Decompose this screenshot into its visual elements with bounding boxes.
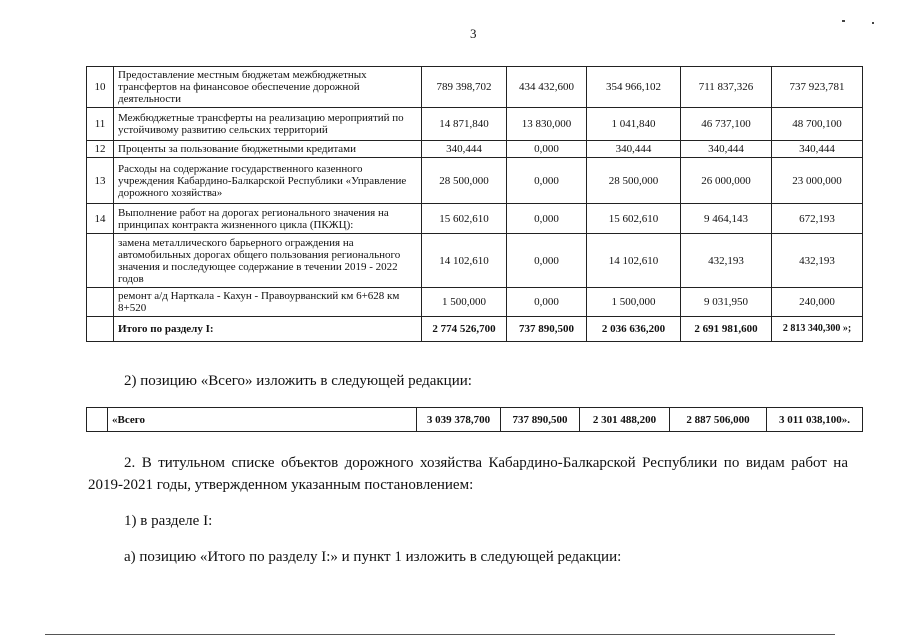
row-index [87,408,108,432]
row-value: 15 602,610 [587,204,681,234]
row-value: 434 432,600 [507,67,587,108]
table-row [87,234,863,288]
paragraph-subitem-a: а) позицию «Итого по разделу I:» и пункт 1 изложить в следующей редакции: [124,549,622,565]
row-value: 240,000 [772,288,863,317]
grand-total-value: 2 301 488,200 [580,408,670,432]
row-value: 1 500,000 [422,288,507,317]
row-index: 13 [87,158,114,204]
row-value: 9 031,950 [681,288,772,317]
row-value: 26 000,000 [681,158,772,204]
page-number: 3 [470,26,477,41]
row-value: 13 830,000 [507,108,587,141]
row-value: 737 923,781 [772,67,863,108]
row-index: 10 [87,67,114,108]
row-value: 0,000 [507,141,587,158]
row-description: Межбюджетные трансферты на реализацию мероприятий по устойчивому развитию сельских территорий [114,108,422,141]
row-value: 28 500,000 [587,158,681,204]
table-row [87,204,863,234]
row-description: Выполнение работ на дорогах регионального значения на принципах контракта жизненного цикла (ПКЖЦ): [114,204,422,234]
grand-total-value: 737 890,500 [501,408,580,432]
total-value: 2 036 636,200 [587,317,681,342]
row-value: 14 871,840 [422,108,507,141]
grand-total-value: 3 039 378,700 [417,408,501,432]
row-index: 11 [87,108,114,141]
row-value: 672,193 [772,204,863,234]
row-value: 46 737,100 [681,108,772,141]
row-value: 0,000 [507,234,587,288]
scan-speck [872,22,874,24]
paragraph-title-list: 2. В титульном списке объектов дорожного хозяйства Кабардино-Балкарской Республики по видам работ на 2019-2021 годы, утвержденном указанным постановлением: [88,455,848,493]
row-description: Расходы на содержание государственного казенного учреждения Кабардино-Балкарской Республики «Управление дорожного хозяйства» [114,158,422,204]
row-description: Проценты за пользование бюджетными кредитами [114,141,422,158]
budget-table [86,66,863,342]
table-row [87,108,863,141]
total-label: Итого по разделу I: [114,317,422,342]
row-value: 432,193 [681,234,772,288]
table-row [87,67,863,108]
table-row [87,288,863,317]
row-value: 340,444 [681,141,772,158]
row-value: 340,444 [772,141,863,158]
row-value: 28 500,000 [422,158,507,204]
grand-total-row [87,408,863,432]
row-index [87,234,114,288]
row-description: замена металлического барьерного ограждения на автомобильных дорогах общего пользования регионального значения и последующее содержание в течении 2019 - 2022 годов [114,234,422,288]
row-value: 0,000 [507,288,587,317]
total-value: 2 691 981,600 [681,317,772,342]
row-value: 48 700,100 [772,108,863,141]
row-value: 340,444 [422,141,507,158]
row-value: 15 602,610 [422,204,507,234]
row-index: 12 [87,141,114,158]
total-value: 737 890,500 [507,317,587,342]
row-value: 789 398,702 [422,67,507,108]
paragraph-section-one: 1) в разделе I: [124,513,213,529]
row-description: Предоставление местным бюджетам межбюджетных трансфертов на финансовое обеспечение дорожной деятельности [114,67,422,108]
table-row [87,141,863,158]
row-value: 1 500,000 [587,288,681,317]
row-value: 711 837,326 [681,67,772,108]
row-index [87,317,114,342]
row-index: 14 [87,204,114,234]
grand-total-value: 3 011 038,100». [767,408,863,432]
scan-speck [842,20,845,22]
row-value: 14 102,610 [422,234,507,288]
grand-total-label: «Всего [108,408,417,432]
row-index [87,288,114,317]
row-value: 0,000 [507,158,587,204]
row-value: 23 000,000 [772,158,863,204]
table-row [87,158,863,204]
row-description: ремонт а/д Нарткала - Кахун - Правоурванский км 6+628 км 8+520 [114,288,422,317]
total-value: 2 774 526,700 [422,317,507,342]
grand-total-value: 2 887 506,000 [670,408,767,432]
page-edge-line [45,634,835,635]
total-value: 2 813 340,300 »; [772,317,863,342]
row-value: 340,444 [587,141,681,158]
paragraph-position-total: 2) позицию «Всего» изложить в следующей редакции: [124,373,472,389]
row-value: 9 464,143 [681,204,772,234]
row-value: 354 966,102 [587,67,681,108]
total-row [87,317,863,342]
grand-total-table [86,407,863,432]
row-value: 14 102,610 [587,234,681,288]
row-value: 432,193 [772,234,863,288]
row-value: 1 041,840 [587,108,681,141]
row-value: 0,000 [507,204,587,234]
